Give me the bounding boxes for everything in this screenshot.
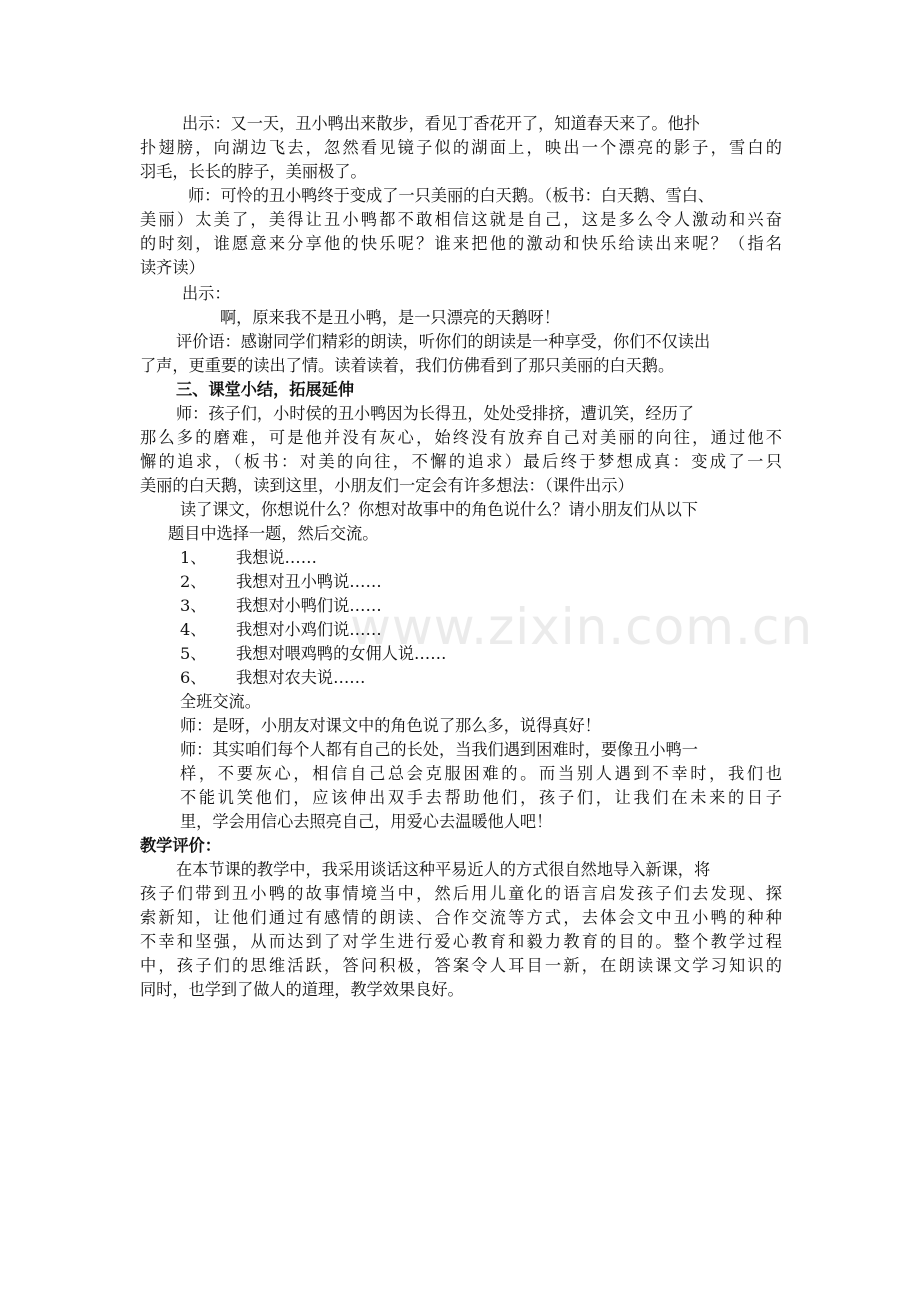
list-text: 我想对小鸡们说…… [236,620,382,639]
list-text: 我想对农夫说…… [236,668,366,687]
list-item [180,642,822,666]
text-line: 评价语：感谢同学们精彩的朗读，听你们的朗读是一种享受，你们不仅读出 [176,332,711,351]
list-number: 1、 [180,548,207,567]
text-line: 师：孩子们，小时侯的丑小鸭因为长得丑，处处受排挤，遭讥笑，经历了 [176,404,694,423]
list-text: 我想对丑小鸭说…… [236,572,382,591]
list-text: 我想说…… [236,548,317,567]
text-line: 出示： [182,284,231,303]
list-item [180,666,822,690]
text-line: 师：是呀，小朋友对课文中的角色说了那么多，说得真好！ [180,716,601,735]
section-heading: 三、课堂小结，拓展延伸 [176,380,355,399]
text-line: 读齐读） [140,258,205,277]
list-number: 5、 [180,644,207,663]
text-line: 里，学会用信心去照亮自己，用爱心去温暖他人吧！ [180,812,553,831]
section-heading: 教学评价： [140,836,221,855]
text-line: 孩子们带到丑小鸭的故事情境当中，然后用儿童化的语言启发孩子们去发现、探 [140,884,782,903]
list-item [180,570,822,594]
text-line: 美丽）太美了，美得让丑小鸭都不敢相信这就是自己，这是多么令人激动和兴奋 [140,210,782,229]
text-line: 师：其实咱们每个人都有自己的长处，当我们遇到困难时，要像丑小鸭一 [180,740,698,759]
text-line: 样，不要灰心，相信自己总会克服困难的。而当别人遇到不幸时，我们也 [180,764,782,783]
list-number: 4、 [180,620,207,639]
list-item [180,594,822,618]
list-text: 我想对小鸭们说…… [236,596,382,615]
list-number: 6、 [180,668,207,687]
text-line: 题目中选择一题，然后交流。 [168,524,379,543]
watermark: www.zixin.com.cn [350,598,814,656]
list-number: 2、 [180,572,207,591]
list-item [180,618,822,642]
text-line: 中，孩子们的思维活跃，答问积极，答案令人耳目一新，在朗读课文学习知识的 [140,956,782,975]
list-item [180,546,822,570]
text-line: 羽毛，长长的脖子，美丽极了。 [140,162,367,181]
text-line: 师：可怜的丑小鸭终于变成了一只美丽的白天鹅。（板书：白天鹅、雪白、 [188,186,715,205]
text-line: 的时刻，谁愿意来分享他的快乐呢？谁来把他的激动和快乐给读出来呢？（指名 [140,234,782,253]
text-line: 索新知，让他们通过有感情的朗读、合作交流等方式，去体会文中丑小鸭的种种 [140,908,782,927]
text-line: 不幸和坚强，从而达到了对学生进行爱心教育和毅力教育的目的。整个教学过程 [140,932,782,951]
text-line: 在本节课的教学中，我采用谈话这种平易近人的方式很自然地导入新课，将 [176,860,711,879]
text-line: 全班交流。 [180,692,261,711]
text-line: 了声，更重要的读出了情。读着读着，我们仿佛看到了那只美丽的白天鹅。 [140,356,675,375]
text-line: 出示：又一天，丑小鸭出来散步，看见丁香花开了，知道春天来了。他扑 [182,114,700,133]
text-line: 不能讥笑他们，应该伸出双手去帮助他们，孩子们，让我们在未来的日子 [180,788,782,807]
text-line: 同时，也学到了做人的道理，教学效果良好。 [140,980,464,999]
list-number: 3、 [180,596,207,615]
quoted-sentence: 啊，原来我不是丑小鸭，是一只漂亮的天鹅呀！ [220,308,560,327]
text-line: 读了课文，你想说什么？你想对故事中的角色说什么？请小朋友们从以下 [180,500,698,519]
text-line: 扑翅膀，向湖边飞去，忽然看见镜子似的湖面上，映出一个漂亮的影子，雪白的 [140,138,782,157]
text-line: 懈的追求，（板书：对美的向往，不懈的追求）最后终于梦想成真：变成了一只 [140,452,782,471]
text-line: 美丽的白天鹅，读到这里，小朋友们一定会有许多想法：（课件出示） [140,476,634,495]
list-text: 我想对喂鸡鸭的女佣人说…… [236,644,447,663]
text-line: 那么多的磨难，可是他并没有灰心，始终没有放弃自己对美丽的向往，通过他不 [140,428,782,447]
